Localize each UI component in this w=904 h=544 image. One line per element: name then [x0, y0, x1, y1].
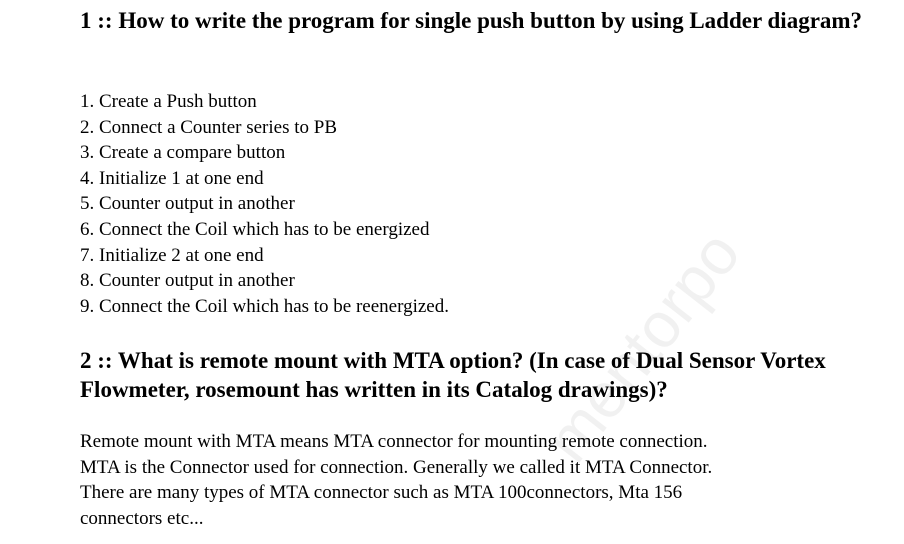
- answer-line: MTA is the Connector used for connection. Generally we called it MTA Connector.: [80, 456, 713, 478]
- step-item: 4. Initialize 1 at one end: [80, 167, 264, 189]
- answer-line: Remote mount with MTA means MTA connector for mounting remote connection.: [80, 431, 708, 452]
- answer-line: There are many types of MTA connector such as MTA 100connectors, Mta 156: [80, 482, 683, 504]
- answer-line: connectors etc...: [80, 507, 204, 529]
- step-item: 9. Connect the Coil which has to be reenergized.: [80, 295, 449, 317]
- question-2-answer: [80, 429, 880, 531]
- step-item: 8. Counter output in another: [80, 270, 295, 292]
- step-item: 3. Create a compare button: [80, 142, 286, 164]
- step-item: 2. Connect a Counter series to PB: [80, 116, 337, 138]
- question-2-title: 2 :: What is remote mount with MTA option? (In case of Dual Sensor Vortex Flowmeter, rosemount has written in its Catalog drawings)?: [80, 348, 826, 402]
- watermark: mentorpo: [530, 217, 754, 475]
- step-item: 7. Initialize 2 at one end: [80, 244, 264, 266]
- question-1-steps: [80, 89, 449, 319]
- question-1-title: 1 :: How to write the program for single push button by using Ladder diagram?: [80, 8, 863, 33]
- step-item: 6. Connect the Coil which has to be energized: [80, 218, 430, 240]
- step-item: 5. Counter output in another: [80, 193, 295, 215]
- step-item: 1. Create a Push button: [80, 91, 257, 112]
